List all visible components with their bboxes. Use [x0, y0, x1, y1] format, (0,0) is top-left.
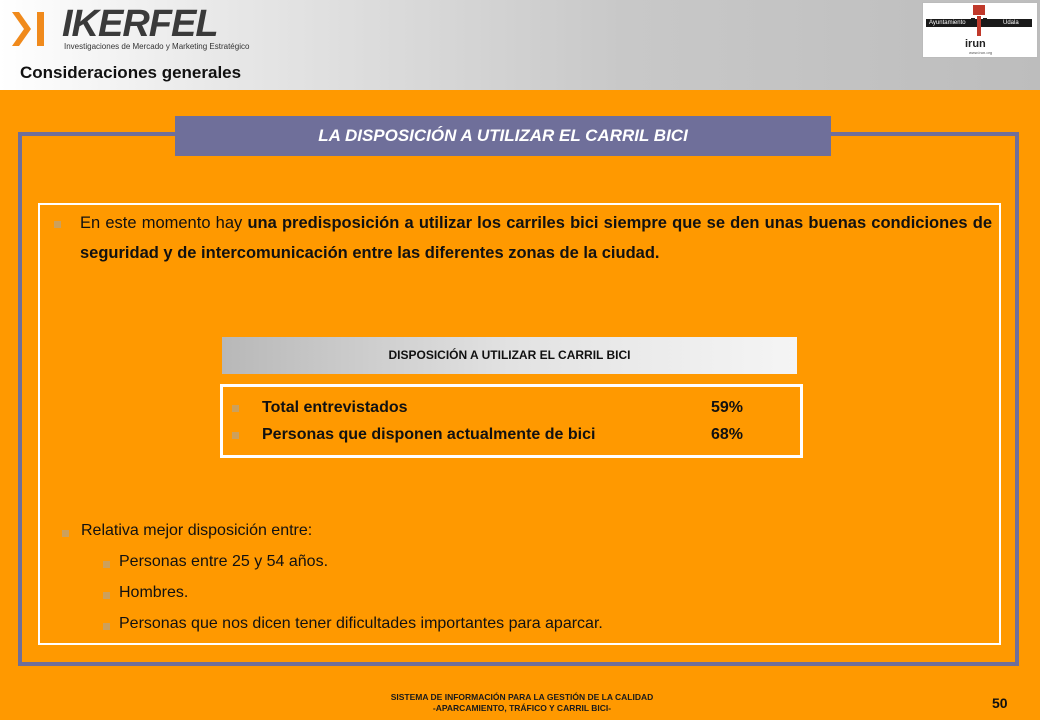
- bullet-icon: [103, 592, 110, 599]
- table-row-value: 68%: [711, 426, 744, 443]
- brand-name: IKERFEL: [62, 3, 218, 45]
- brand-tagline: Investigaciones de Mercado y Marketing Estratégico: [64, 42, 250, 51]
- section-title: Consideraciones generales: [20, 63, 242, 82]
- page-number: 50: [992, 695, 1008, 711]
- city-logo-left-label: Ayuntamiento: [929, 20, 966, 26]
- city-name: irun: [965, 38, 986, 50]
- table-box: [220, 384, 803, 458]
- intro-bold: una predisposición a utilizar los carriles bici siempre que se den unas buenas condiciones de seguridad y de intercomunicación entre las diferentes zonas de la ciudad.: [80, 214, 992, 262]
- bullet-icon: [54, 221, 61, 228]
- intro-lead: En este momento hay: [80, 214, 248, 232]
- bullet-icon: [103, 561, 110, 568]
- header-bar: [0, 0, 1040, 90]
- list-item: Hombres.: [119, 584, 189, 601]
- footer-line-1: SISTEMA DE INFORMACIÓN PARA LA GESTIÓN DE LA CALIDAD: [390, 692, 654, 702]
- bullet-icon: [232, 405, 239, 412]
- bullet-icon: [62, 530, 69, 537]
- table-row-label: Total entrevistados: [262, 399, 408, 416]
- table-title: DISPOSICIÓN A UTILIZAR EL CARRIL BICI: [222, 337, 797, 374]
- footer-line-2: -APARCAMIENTO, TRÁFICO Y CARRIL BICI-: [432, 703, 612, 713]
- city-logo: [922, 2, 1038, 58]
- table-row-label: Personas que disponen actualmente de bici: [262, 426, 596, 443]
- table-row-value: 59%: [711, 399, 744, 416]
- intro-paragraph: [80, 208, 992, 268]
- relative-heading: Relativa mejor disposición entre:: [81, 522, 313, 539]
- ikerfel-logo-icon: [10, 10, 56, 48]
- list-item: Personas que nos dicen tener dificultades importantes para aparcar.: [119, 615, 603, 632]
- city-logo-right-label: Udala: [1003, 20, 1019, 26]
- list-item: Personas entre 25 y 54 años.: [119, 553, 329, 570]
- bullet-icon: [103, 623, 110, 630]
- banner-title: LA DISPOSICIÓN A UTILIZAR EL CARRIL BICI: [175, 116, 831, 156]
- footer: [260, 692, 784, 714]
- city-emblem-icon: [967, 5, 991, 39]
- city-url: www.irun.org: [969, 50, 993, 55]
- bullet-icon: [232, 432, 239, 439]
